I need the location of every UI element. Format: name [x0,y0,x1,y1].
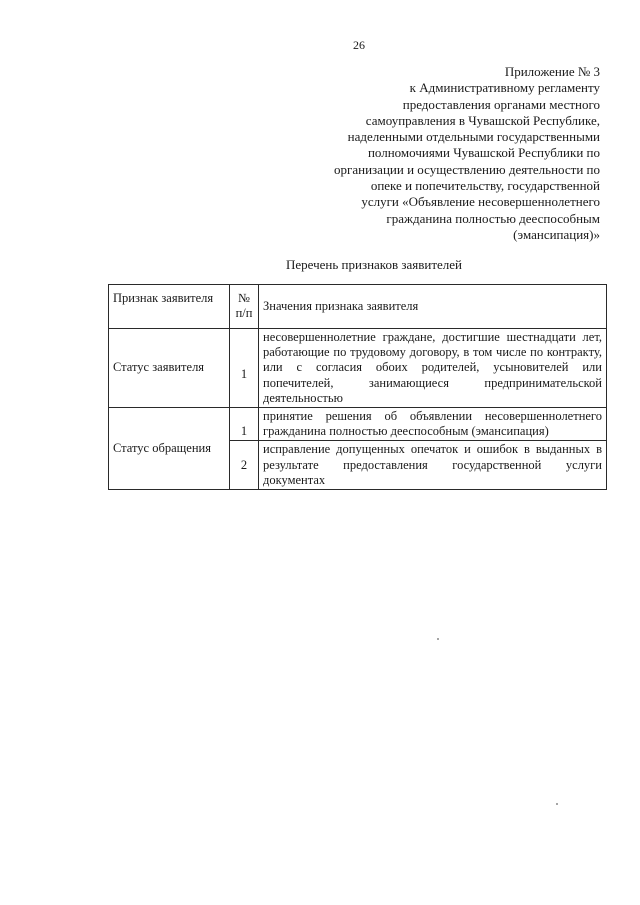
group-sign-applicant-status: Статус заявителя [109,329,230,408]
list-title: Перечень признаков заявителей [285,257,462,272]
row-value: принятие решения об объявлении несовершеннолетнего гражданина полностью дееспособным (эмансипация) [259,408,607,441]
row-number: 1 [230,408,259,441]
header-sign: Признак заявителя [109,285,230,329]
row-number: 1 [230,329,259,408]
annex-line: опеке и попечительству, государственной [370,178,600,194]
table-header-row [109,285,607,329]
annex-line: к Административному регламенту [409,80,600,96]
annex-line: самоуправления в Чувашской Республике, [365,112,600,128]
annex-line: Приложение № 3 [504,64,600,79]
applicant-signs-table [108,284,607,490]
scan-speck [437,638,439,640]
annex-line: предоставления органами местного [402,96,600,112]
annex-line: наделенными отдельными государственными [347,129,600,145]
group-sign-request-status: Статус обращения [109,408,230,490]
annex-line: (эмансипация)» [513,226,600,242]
row-value: исправление допущенных опечаток и ошибок в выданных в результате предоставления государственной услуги документах [259,441,607,490]
table-row [109,408,607,441]
page-number: 26 [353,38,365,52]
header-number: № п/п [230,285,259,329]
scan-speck [556,803,558,805]
row-value: несовершеннолетние граждане, достигшие шестнадцати лет, работающие по трудовому договору, в том числе по контракту, или с согласия обоих родителей, усыновителей или попечителей, занимающиеся предпринимательской деятельностью [259,329,607,408]
annex-header [300,64,600,243]
annex-line: полномочиями Чувашской Республики по [367,145,600,161]
header-values: Значения признака заявителя [259,285,607,329]
annex-line: организации и осуществлению деятельности по [334,161,600,177]
table-row [109,329,607,408]
row-number: 2 [230,441,259,490]
annex-line: гражданина полностью дееспособным [386,210,600,226]
annex-line: услуги «Объявление несовершеннолетнего [361,194,600,210]
